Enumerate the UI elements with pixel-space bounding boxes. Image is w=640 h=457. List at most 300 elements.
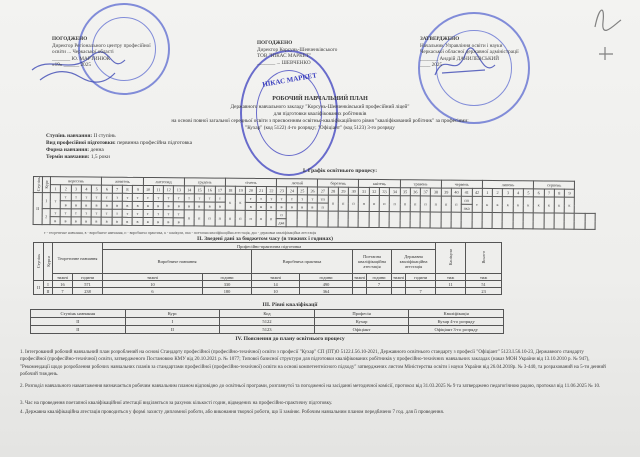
week-number: 6 bbox=[534, 189, 544, 197]
budget-h-pka: Поетапна кваліфікаційна атестація bbox=[353, 250, 392, 274]
week-number: 1 bbox=[50, 185, 60, 193]
cell: 7 bbox=[406, 288, 436, 295]
schedule-cell bbox=[585, 213, 596, 229]
week-number: 22 bbox=[266, 187, 276, 195]
schedule-cell: т bbox=[153, 194, 163, 202]
cell: Кухар 4-го розряду bbox=[409, 318, 504, 326]
schedule-cell: п bbox=[235, 210, 245, 226]
schedule-cell: т bbox=[246, 195, 256, 203]
schedule-cell bbox=[400, 212, 410, 228]
schedule-cell: т bbox=[163, 210, 173, 218]
h-weeks: тижні bbox=[393, 274, 404, 280]
week-number: 15 bbox=[194, 186, 204, 194]
cell bbox=[353, 281, 367, 288]
budget-row bbox=[34, 281, 502, 288]
budget-h-stage: Ступінь bbox=[34, 243, 44, 281]
schedule-cell: в bbox=[266, 203, 276, 211]
schedule-cell: п bbox=[431, 196, 441, 212]
approval-middle-line1: Директор Корсунь-Шевченківського bbox=[257, 46, 338, 53]
cell: 10 bbox=[252, 288, 300, 295]
schedule-cell: т bbox=[276, 195, 286, 203]
month-header: вересень bbox=[50, 177, 101, 186]
week-number: 14 bbox=[184, 186, 194, 194]
schedule-cell: в bbox=[163, 202, 173, 210]
schedule-cell: в bbox=[276, 203, 286, 211]
schedule-cell: т bbox=[194, 194, 204, 202]
cell: 5122 bbox=[220, 318, 315, 326]
budget-h-kan: Канікули bbox=[436, 243, 466, 274]
cell bbox=[353, 288, 367, 295]
h-weeks: тиж bbox=[466, 274, 502, 281]
schedule-cell: к bbox=[554, 197, 564, 213]
levels-title: ІІІ. Рівні кваліфікації bbox=[262, 302, 318, 308]
h-hours: години bbox=[203, 274, 252, 281]
week-number: 7 bbox=[544, 189, 554, 197]
schedule-cell: т bbox=[297, 195, 307, 203]
schedule-cell: тп bbox=[318, 195, 328, 203]
week-number: 13 bbox=[174, 186, 184, 194]
schedule-cell: в bbox=[81, 201, 91, 209]
schedule-cell: т bbox=[71, 209, 81, 217]
note-1: 1. Інтегрований робочий навчальний план розроблений на основі Стандарту професійної (професійно-технічної) освіти з професії "Кухар" СП (ПТ)О 5122.І.56.10-2021, Державного освітнього стандарту з професії "Офіціант" 5123.І.56.10-23, Державного стандарту професійної (професійно-технічної) освіти, затвердженого Постановою КМУ від 20.10.2021 р. № 1077; Типової базисної структури для підготовки кваліфікованих робітників у професійно-технічних навчальних закладах (наказ МОН України від 13.10.2010 р. № 947), "Рекомендації щодо розроблення робочих навчальних планів за стандартами професійної (професійно-технічної) освіти на основі компетентнісного підходу" затверджених листом Міністерства освіти і науки України від 26.04.2018р. № 3-440, та розрахований на 5-ти денний робочий тиждень. bbox=[20, 350, 606, 377]
approval-right-line2: Черкаської обласної державної адміністрації bbox=[420, 49, 519, 56]
week-number: 8 bbox=[554, 189, 564, 197]
week-number: 35 bbox=[400, 188, 410, 196]
month-header: березень bbox=[318, 179, 359, 187]
schedule-cell: п bbox=[318, 203, 328, 211]
week-number: 27 bbox=[318, 187, 328, 195]
schedule-cell: т bbox=[122, 209, 132, 217]
schedule-cell bbox=[502, 213, 512, 229]
schedule-cell bbox=[307, 211, 317, 227]
week-number: 5 bbox=[523, 189, 533, 197]
levels-row bbox=[31, 318, 504, 326]
schedule-cell bbox=[533, 213, 543, 229]
schedule-cell: к bbox=[533, 197, 543, 213]
schedule-cell: в bbox=[163, 218, 173, 226]
schedule-cell bbox=[297, 211, 307, 227]
schedule-cell bbox=[348, 211, 358, 227]
info-stage: Ступінь навчання: ІІ ступінь bbox=[46, 133, 116, 139]
schedule-cell: п bbox=[420, 196, 430, 212]
cell: І bbox=[44, 281, 53, 288]
week-number: 26 bbox=[307, 187, 317, 195]
week-number: 2 bbox=[61, 185, 71, 193]
week-number: 28 bbox=[328, 187, 338, 195]
week-number: 21 bbox=[256, 187, 266, 195]
schedule-cell: пп bbox=[462, 196, 472, 204]
schedule-cell: т bbox=[133, 194, 143, 202]
info-form: Форма навчання: денна bbox=[46, 147, 104, 153]
schedule-cell bbox=[359, 212, 369, 228]
week-number: 20 bbox=[246, 186, 256, 194]
budget-h-theory: Теоретичне навчання bbox=[53, 243, 103, 274]
title-line2: для підготовки кваліфікованих робітників bbox=[273, 111, 367, 117]
schedule-cell: к bbox=[564, 197, 574, 213]
approval-right-name: _______ Андрій ДАНИЛЕВСЬКИЙ bbox=[420, 55, 500, 62]
schedule-cell: п bbox=[451, 196, 461, 212]
budget-row bbox=[34, 288, 502, 295]
approval-left-name: _______ Ю. МАРТИНЮК bbox=[52, 55, 111, 62]
week-number: 7 bbox=[112, 185, 122, 193]
budget-title: ІІ. Зведені дані за бюджетом часу (в тижнях і годинах) bbox=[197, 236, 333, 242]
schedule-cell: в bbox=[122, 201, 132, 209]
h-weeks: тижні bbox=[103, 274, 203, 281]
schedule-cell: т bbox=[256, 195, 266, 203]
info-training-type: Вид професійної підготовки: первинна професійна підготовка bbox=[46, 140, 192, 146]
schedule-cell bbox=[379, 212, 389, 228]
note-3: 3. Час на проведення поетапної кваліфікаційної атестації виділяється за рахунок кількості годин, відведених на професійно-практичну підготовку. bbox=[20, 401, 333, 406]
signature-corner bbox=[585, 2, 625, 62]
week-number: 4 bbox=[81, 185, 91, 193]
schedule-cell: в bbox=[256, 203, 266, 211]
week-number: 12 bbox=[163, 186, 173, 194]
week-number: 42 bbox=[472, 188, 482, 196]
week-number: 17 bbox=[215, 186, 225, 194]
info-duration: Термін навчання: 1,5 роки bbox=[46, 154, 110, 160]
plan-title: РОБОЧИЙ НАВЧАЛЬНИЙ ПЛАН bbox=[272, 96, 368, 102]
schedule-cell: т bbox=[91, 209, 101, 217]
cell: 6 bbox=[103, 288, 203, 295]
week-number: 8 bbox=[122, 185, 132, 193]
month-header: червень bbox=[441, 180, 482, 188]
week-number: 10 bbox=[143, 186, 153, 194]
approval-left-line2: освіти ... Черкаської області bbox=[52, 49, 114, 56]
week-number: 3 bbox=[71, 185, 81, 193]
schedule-cell: в bbox=[112, 201, 122, 209]
cell: 7 bbox=[53, 288, 73, 295]
schedule-cell: т bbox=[266, 195, 276, 203]
cell bbox=[392, 281, 406, 288]
week-number: 16 bbox=[205, 186, 215, 194]
schedule-cell: т bbox=[174, 194, 184, 202]
cell: Офіціант bbox=[314, 326, 409, 334]
schedule-cell: п bbox=[194, 210, 204, 226]
levels-row bbox=[31, 326, 504, 334]
week-number: 39 bbox=[441, 188, 451, 196]
schedule-cell: п bbox=[348, 195, 358, 211]
schedule-cell bbox=[482, 213, 492, 229]
schedule-cell bbox=[287, 211, 297, 227]
levels-h: Код bbox=[220, 310, 315, 318]
cell: 330 bbox=[203, 281, 252, 288]
week-number: 19 bbox=[235, 186, 245, 194]
cell: 5123 bbox=[220, 326, 315, 334]
title-line3: на основі повної загальної середньої освіти з присвоєнням освітньо-кваліфікаційного рівня "кваліфікований робітник" за професіями: bbox=[171, 118, 469, 124]
budget-h-total: Всього bbox=[466, 243, 502, 274]
schedule-cell: т bbox=[204, 194, 214, 202]
schedule-cell: в bbox=[71, 201, 81, 209]
cell bbox=[367, 288, 392, 295]
schedule-cell: т bbox=[60, 209, 70, 217]
schedule-course: 1 bbox=[42, 193, 50, 209]
schedule-cell: к bbox=[523, 197, 533, 213]
approval-left-line1: Директор Регіонального центру професійної bbox=[52, 42, 151, 49]
schedule-cell: т bbox=[81, 209, 91, 217]
approval-middle-line2: ТОВ "НІКАС МАРКЕТ" bbox=[257, 53, 312, 60]
schedule-cell: в bbox=[143, 218, 153, 226]
approval-middle bbox=[257, 40, 337, 66]
schedule-cell: т bbox=[143, 210, 153, 218]
schedule-cell: в bbox=[132, 202, 142, 210]
stamp-middle-text: НІКАС МАРКЕТ bbox=[261, 71, 318, 89]
month-header: листопад bbox=[143, 177, 184, 185]
levels-h: Ступінь навчання bbox=[31, 310, 126, 318]
budget-h-vn: Виробниче навчання bbox=[103, 250, 252, 274]
month-header: квітень bbox=[359, 179, 400, 187]
schedule-cell: т bbox=[132, 210, 142, 218]
schedule-cell: в bbox=[60, 217, 70, 225]
note-2: 2. Розподіл навчального навантаження визначається робочим навчальним планом відповідно до освітньої програми, розглянутої та погодженої на засіданні методичної комісії, протокол від 31.03.2025 № 9 та затверджено педагогічною радою, протокол від 11.06.2025 № 10. bbox=[20, 384, 601, 389]
schedule-cell: т bbox=[81, 193, 91, 201]
schedule-h-course: Курс bbox=[42, 177, 50, 193]
cell bbox=[406, 281, 436, 288]
month-header: грудень bbox=[184, 178, 225, 186]
week-number: 18 bbox=[225, 186, 235, 194]
schedule-cell: т bbox=[50, 209, 60, 217]
note-4: 4. Державна кваліфікаційна атестація проводиться у формі захисту дипломної роботи, або виконання творчої роботи, що її заміняє. Робочим навчальним планом передбачено 7 год. для її проведення. bbox=[20, 410, 445, 415]
schedule-cell: т bbox=[102, 193, 112, 201]
schedule-h-stage: Ступінь bbox=[33, 177, 42, 193]
cell: 490 bbox=[300, 281, 353, 288]
cell: 7 bbox=[367, 281, 392, 288]
schedule-cell: т bbox=[143, 194, 153, 202]
schedule-cell: п bbox=[256, 211, 266, 227]
week-number: 29 bbox=[338, 187, 348, 195]
schedule-cell: т bbox=[184, 194, 194, 202]
cell: 16 bbox=[53, 281, 73, 288]
schedule-cell: в bbox=[184, 202, 194, 210]
title-line4: "Кухар" (код 5122) 4-го розряду; "Офіціант" (код 5123) 3-го розряду bbox=[245, 125, 395, 131]
approval-right-heading: ЗАТВЕРДЖЕНО bbox=[420, 36, 460, 42]
schedule-cell: т bbox=[102, 209, 112, 217]
schedule-cell: п bbox=[215, 210, 225, 226]
schedule-cell: п bbox=[276, 211, 286, 219]
schedule-cell: в bbox=[173, 218, 183, 226]
budget-h-vp: Виробнича практика bbox=[252, 250, 353, 274]
schedule-cell bbox=[523, 213, 533, 229]
notes-title: IV. Пояснення до плану освітнього процесу bbox=[235, 336, 345, 342]
schedule-cell: п bbox=[359, 196, 369, 212]
schedule-cell: т bbox=[71, 193, 81, 201]
schedule-cell: т bbox=[287, 195, 297, 203]
week-number: 38 bbox=[431, 188, 441, 196]
h-hours: години bbox=[406, 274, 436, 281]
schedule-cell: в bbox=[143, 202, 153, 210]
week-number: 37 bbox=[420, 188, 430, 196]
month-header: травень bbox=[400, 180, 441, 188]
approval-right-date: ____ 2025 bbox=[420, 62, 443, 69]
month-header: липень bbox=[482, 180, 533, 189]
schedule-cell: в bbox=[60, 201, 70, 209]
schedule-cell: т bbox=[112, 209, 122, 217]
week-number: 36 bbox=[410, 188, 420, 196]
schedule-cell: к bbox=[225, 194, 235, 210]
schedule-cell: пка bbox=[461, 204, 471, 212]
schedule-cell: к bbox=[503, 197, 513, 213]
approval-middle-heading: ПОГОДЖЕНО bbox=[257, 40, 293, 46]
cell: 364 bbox=[300, 288, 353, 295]
schedule-cell: п bbox=[225, 210, 235, 226]
cell: 14 bbox=[252, 281, 300, 288]
schedule-cell: в bbox=[71, 217, 81, 225]
cell: ІІ bbox=[44, 288, 53, 295]
schedule-cell bbox=[554, 213, 564, 229]
schedule-cell bbox=[513, 213, 523, 229]
schedule-cell: т bbox=[307, 195, 317, 203]
title-line1: Державного навчального закладу "Корсунь-Шевченківський професійний ліцей" bbox=[230, 104, 410, 110]
cell: 238 bbox=[73, 288, 103, 295]
schedule-cell bbox=[574, 213, 584, 229]
schedule-cell: т bbox=[122, 193, 132, 201]
schedule-table bbox=[33, 176, 596, 230]
h-weeks: тижні bbox=[53, 274, 73, 281]
schedule-cell bbox=[441, 212, 451, 228]
cell: 51 bbox=[466, 281, 502, 288]
schedule-cell: п bbox=[441, 196, 451, 212]
schedule-cell: к bbox=[482, 197, 492, 213]
week-number: 3 bbox=[503, 189, 513, 197]
schedule-cell: п bbox=[184, 210, 194, 226]
cell: ІІ bbox=[125, 326, 220, 334]
h-weeks: тиж bbox=[436, 274, 466, 281]
h-hours: години bbox=[73, 274, 103, 281]
schedule-cell: т bbox=[215, 194, 225, 202]
week-number: 1 bbox=[482, 188, 492, 196]
h-hours: години bbox=[300, 274, 353, 281]
schedule-cell: в bbox=[246, 203, 256, 211]
h-hours: години bbox=[367, 274, 392, 281]
schedule-cell: т bbox=[163, 194, 173, 202]
schedule-cell: в bbox=[50, 217, 60, 225]
week-number: 30 bbox=[348, 187, 358, 195]
week-number: 6 bbox=[102, 185, 112, 193]
week-number: 2 bbox=[492, 189, 502, 197]
schedule-cell: в bbox=[132, 218, 142, 226]
schedule-cell bbox=[338, 211, 348, 227]
schedule-cell: к bbox=[513, 197, 523, 213]
schedule-cell: п bbox=[328, 195, 338, 211]
cell: Кухар bbox=[314, 318, 409, 326]
schedule-cell bbox=[369, 212, 379, 228]
schedule-cell: п bbox=[204, 210, 214, 226]
schedule-cell: т bbox=[91, 193, 101, 201]
schedule-cell bbox=[492, 213, 502, 229]
schedule-cell: в bbox=[194, 202, 204, 210]
schedule-cell: п bbox=[379, 196, 389, 212]
week-number: 4 bbox=[513, 189, 523, 197]
cell: І bbox=[125, 318, 220, 326]
schedule-cell: дка bbox=[276, 219, 286, 227]
schedule-cell: п bbox=[400, 196, 410, 212]
levels-h: Кваліфікація bbox=[409, 310, 504, 318]
schedule-cell: в bbox=[297, 203, 307, 211]
schedule-cell: п bbox=[410, 196, 420, 212]
budget-h-dka: Державна кваліфікаційна атестація bbox=[392, 250, 436, 274]
schedule-cell bbox=[420, 212, 430, 228]
schedule-cell: п bbox=[245, 211, 255, 227]
schedule-cell: в bbox=[153, 218, 163, 226]
schedule-cell: п bbox=[389, 196, 399, 212]
h-weeks: тижні bbox=[252, 274, 300, 281]
schedule-cell: в bbox=[307, 203, 317, 211]
month-header: лютий bbox=[277, 179, 318, 187]
cell: ІІ bbox=[31, 326, 126, 334]
approval-right-line1: Начальник Управління освіти і науки bbox=[420, 42, 503, 49]
schedule-stage: ІІ bbox=[33, 193, 42, 225]
month-header: січень bbox=[225, 178, 276, 187]
schedule-cell bbox=[410, 212, 420, 228]
h-weeks: тижні bbox=[354, 274, 365, 280]
cell: Офіціант 3-го розряду bbox=[409, 326, 504, 334]
levels-table bbox=[30, 309, 504, 334]
schedule-cell: в bbox=[81, 217, 91, 225]
schedule-cell: в bbox=[122, 217, 132, 225]
schedule-cell: в bbox=[204, 202, 214, 210]
schedule-cell: в bbox=[102, 201, 112, 209]
schedule-cell bbox=[317, 211, 327, 227]
schedule-cell: т bbox=[61, 193, 71, 201]
week-number: 9 bbox=[133, 185, 143, 193]
levels-h: Професія bbox=[314, 310, 409, 318]
cell: 11 bbox=[436, 281, 466, 288]
schedule-cell: к bbox=[492, 197, 502, 213]
schedule-cell: в bbox=[153, 202, 163, 210]
budget-table bbox=[33, 242, 502, 295]
schedule-cell: к bbox=[544, 197, 554, 213]
week-number: 11 bbox=[153, 186, 163, 194]
schedule-cell bbox=[461, 212, 471, 228]
approval-left-date: «19» ______ 2025 bbox=[52, 62, 91, 69]
cell bbox=[392, 288, 406, 295]
cell: 571 bbox=[73, 281, 103, 288]
schedule-cell bbox=[451, 212, 461, 228]
schedule-cell: т bbox=[50, 193, 60, 209]
schedule-course: 2 bbox=[42, 209, 50, 225]
schedule-cell: т bbox=[112, 193, 122, 201]
approval-right bbox=[420, 36, 519, 69]
cell: 10 bbox=[103, 281, 203, 288]
week-number: 24 bbox=[287, 187, 297, 195]
week-number: 34 bbox=[390, 188, 400, 196]
month-header: серпень bbox=[534, 181, 575, 189]
schedule-cell bbox=[430, 212, 440, 228]
week-number: 9 bbox=[564, 189, 574, 197]
week-number: 40 bbox=[451, 188, 461, 196]
schedule-title: І. Графік освітнього процесу: bbox=[302, 168, 378, 174]
study-info bbox=[46, 133, 192, 161]
week-number: 32 bbox=[369, 188, 379, 196]
schedule-cell: т bbox=[472, 197, 482, 213]
schedule-cell: к bbox=[235, 194, 245, 210]
schedule-cell: в bbox=[215, 202, 225, 210]
cell: ІІ bbox=[31, 318, 126, 326]
budget-h-ppp: Професійно-практична підготовка bbox=[103, 243, 436, 250]
cell: 23 bbox=[466, 288, 502, 295]
schedule-cell bbox=[328, 211, 338, 227]
week-number: 5 bbox=[91, 185, 101, 193]
week-number: 33 bbox=[379, 188, 389, 196]
schedule-cell: т bbox=[153, 210, 163, 218]
schedule-cell: т bbox=[174, 210, 184, 218]
schedule-cell: в bbox=[112, 217, 122, 225]
budget-stage: ІІ bbox=[34, 281, 44, 295]
week-number: 23 bbox=[277, 187, 287, 195]
week-number: 25 bbox=[297, 187, 307, 195]
schedule-cell bbox=[472, 213, 482, 229]
approval-middle-name: _______ ... ШЕВЧЕНКО bbox=[257, 59, 311, 66]
schedule-cell: в bbox=[287, 203, 297, 211]
